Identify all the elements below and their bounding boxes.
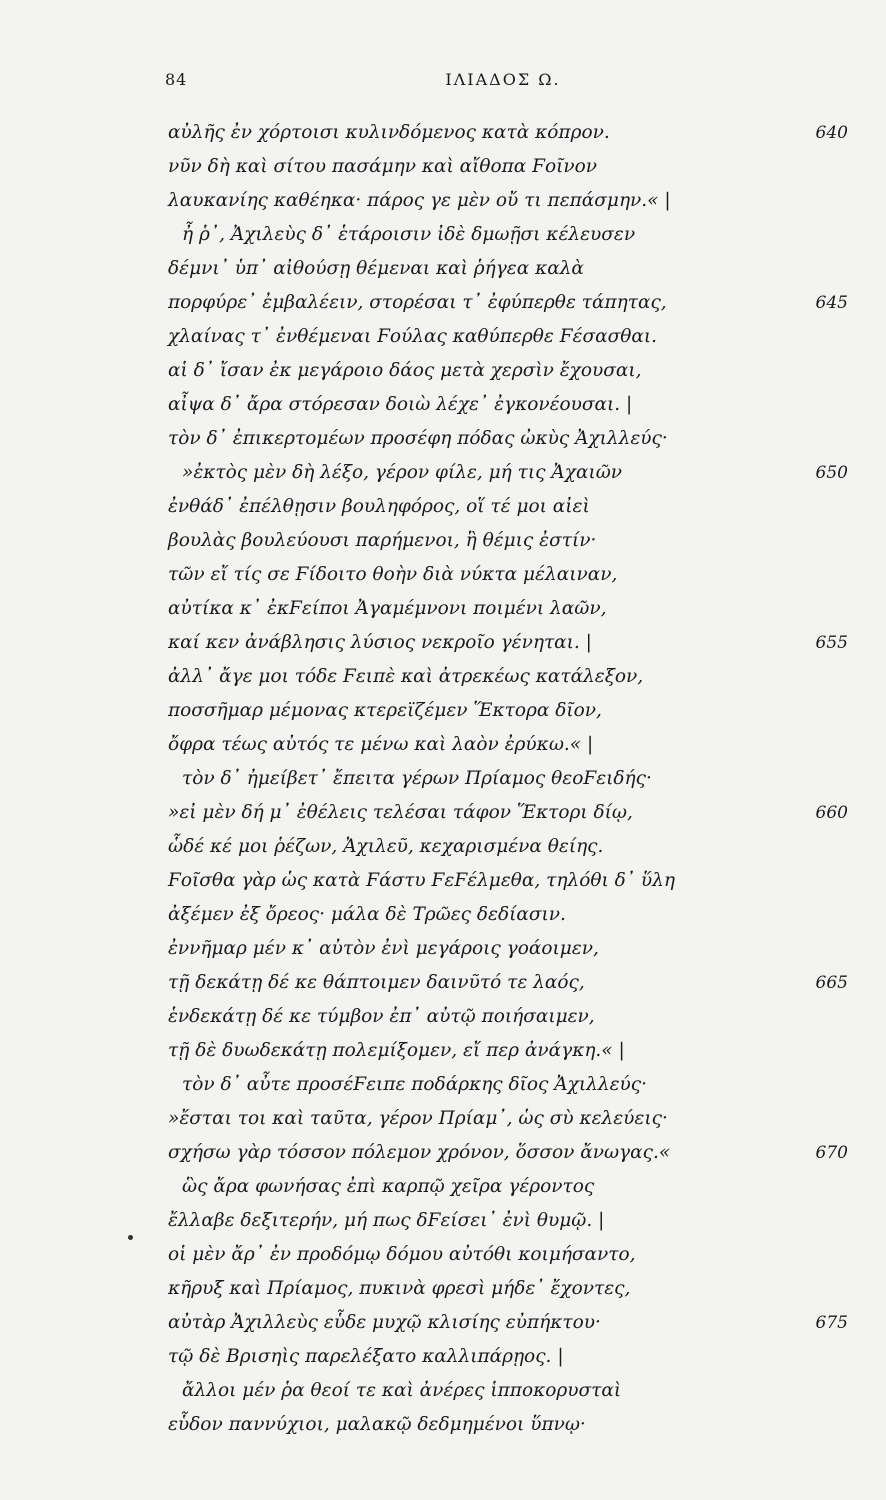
line-number: 655: [815, 633, 848, 653]
line-number: 660: [815, 803, 848, 823]
verse-line: [0, 1204, 886, 1238]
verse-line: [0, 184, 886, 218]
verse-line: [0, 524, 886, 558]
verse-text: ἀλλ᾽ ἄγε μοι τόδε Ϝειπὲ καὶ ἀτρεκέως κατάλεξον,: [168, 666, 644, 687]
verse-line: [0, 592, 886, 626]
verse-line: [0, 1340, 886, 1374]
verse-line: [0, 320, 886, 354]
verse-text: τῷ δὲ Βρισηὶς παρελέξατο καλλιπάρῃος. |: [168, 1346, 564, 1367]
page-number: 84: [165, 70, 188, 89]
verse-line: [0, 1374, 886, 1408]
verse-text: Ϝοῖσθα γὰρ ὡς κατὰ Ϝάστυ ϜεϜέλμεθα, τηλόθι δ᾽ ὕλη: [168, 870, 675, 891]
verse-line: [0, 1272, 886, 1306]
verse-line: [0, 1068, 886, 1102]
verse-text: οἱ μὲν ἄρ᾽ ἐν προδόμῳ δόμου αὐτόθι κοιμήσαντο,: [168, 1244, 636, 1265]
verse-text: ἐννῆμαρ μέν κ᾽ αὐτὸν ἐνὶ μεγάροις γοάοιμεν,: [168, 938, 599, 959]
verse-line: [0, 1000, 886, 1034]
verse-text: τὸν δ᾽ ἠμείβετ᾽ ἔπειτα γέρων Πρίαμος θεοϜειδής·: [182, 768, 652, 789]
verse-text: ἐνθάδ᾽ ἐπέλθῃσιν βουληφόρος, οἵ τέ μοι αἰεὶ: [168, 496, 590, 517]
verse-line: [0, 966, 886, 1000]
verse-line: [0, 932, 886, 966]
verse-line: [0, 898, 886, 932]
verse-text: αὐτὰρ Ἀχιλλεὺς εὗδε μυχῷ κλισίης εὐπήκτου·: [168, 1312, 601, 1333]
line-number: 670: [815, 1143, 848, 1163]
verse-line: [0, 218, 886, 252]
line-number: 665: [815, 973, 848, 993]
verse-line: [0, 796, 886, 830]
page-header: [165, 70, 841, 94]
verse-line: [0, 252, 886, 286]
verse-line: [0, 456, 886, 490]
verse-text: ἀξέμεν ἐξ ὄρεος· μάλα δὲ Τρῶες δεδίασιν.: [168, 904, 566, 925]
verse-line: [0, 286, 886, 320]
verse-text: λαυκανίης καθέηκα· πάρος γε μὲν οὔ τι πεπάσμην.« |: [168, 190, 671, 211]
verse-line: [0, 388, 886, 422]
verse-line: [0, 150, 886, 184]
verse-text: τῶν εἴ τίς σε Ϝίδοιτο θοὴν διὰ νύκτα μέλαιναν,: [168, 564, 618, 585]
verse-line: [0, 1408, 886, 1442]
line-number: 645: [815, 293, 848, 313]
verse-line: [0, 864, 886, 898]
verse-line: [0, 762, 886, 796]
verse-text: νῦν δὴ καὶ σίτου πασάμην καὶ αἴθοπα Ϝοῖνον: [168, 156, 598, 177]
verse-line: [0, 422, 886, 456]
verse-text: αὐτίκα κ᾽ ἐκϜείποι Ἀγαμέμνονι ποιμένι λαῶν,: [168, 598, 607, 619]
verse-text: αἶψα δ᾽ ἄρα στόρεσαν δοιὼ λέχε᾽ ἐγκονέουσαι. |: [168, 394, 633, 415]
verse-text: πορφύρε᾽ ἐμβαλέειν, στορέσαι τ᾽ ἐφύπερθε τάπητας,: [168, 292, 667, 313]
verse-text: ἑνδεκάτῃ δέ κε τύμβον ἐπ᾽ αὐτῷ ποιήσαιμεν,: [168, 1006, 595, 1027]
verse-text: τὸν δ᾽ αὖτε προσέϜειπε ποδάρκης δῖος Ἀχιλλεύς·: [182, 1074, 647, 1095]
verse-text: ποσσῆμαρ μέμονας κτερεϊζέμεν Ἕκτορα δῖον,: [168, 700, 602, 721]
verse-text: εὗδον παννύχιοι, μαλακῷ δεδμημένοι ὕπνῳ·: [168, 1414, 586, 1435]
verse-text: κῆρυξ καὶ Πρίαμος, πυκινὰ φρεσὶ μήδε᾽ ἔχοντες,: [168, 1278, 631, 1299]
verse-text: δέμνι᾽ ὑπ᾽ αἰθούσῃ θέμεναι καὶ ῥήγεα καλὰ: [168, 258, 584, 279]
verse-line: [0, 1170, 886, 1204]
verse-line: [0, 558, 886, 592]
verse-text: ὣς ἄρα φωνήσας ἐπὶ καρπῷ χεῖρα γέροντος: [182, 1176, 595, 1197]
verse-text: »εἰ μὲν δή μ᾽ ἐθέλεις τελέσαι τάφον Ἕκτορι δίῳ,: [168, 802, 633, 823]
verse-line: [0, 1306, 886, 1340]
verse-line: [0, 1034, 886, 1068]
verse-text: σχήσω γὰρ τόσσον πόλεμον χρόνον, ὅσσον ἄνωγας.«: [168, 1142, 671, 1163]
verse-block: [0, 116, 886, 1442]
verse-text: ὄφρα τέως αὐτός τε μένω καὶ λαὸν ἐρύκω.« |: [168, 734, 594, 755]
verse-line: [0, 694, 886, 728]
verse-text: τὸν δ᾽ ἐπικερτομέων προσέφη πόδας ὠκὺς Ἀχιλλεύς·: [168, 428, 668, 449]
verse-line: [0, 354, 886, 388]
verse-line: [0, 1238, 886, 1272]
verse-line: [0, 626, 886, 660]
verse-line: [0, 1102, 886, 1136]
verse-text: τῇ δεκάτῃ δέ κε θάπτοιμεν δαινῦτό τε λαός,: [168, 972, 585, 993]
verse-line: [0, 830, 886, 864]
verse-text: αὐλῆς ἐν χόρτοισι κυλινδόμενος κατὰ κόπρον.: [168, 122, 610, 143]
verse-text: τῇ δὲ δυωδεκάτῃ πολεμίξομεν, εἴ περ ἀνάγκη.« |: [168, 1040, 625, 1061]
print-speck: [128, 1235, 133, 1240]
verse-text: ὧδέ κέ μοι ῥέζων, Ἀχιλεῦ, κεχαρισμένα θείης.: [168, 836, 604, 857]
verse-text: ἦ ῥ᾽, Ἀχιλεὺς δ᾽ ἑτάροισιν ἰδὲ δμωῇσι κέλευσεν: [182, 224, 636, 245]
running-title: ΙΛΙΑΔΟΣ Ω.: [445, 70, 561, 89]
verse-text: χλαίνας τ᾽ ἐνθέμεναι Ϝούλας καθύπερθε Ϝέσασθαι.: [168, 326, 657, 347]
verse-text: αἱ δ᾽ ἴσαν ἐκ μεγάροιο δάος μετὰ χερσὶν ἔχουσαι,: [168, 360, 642, 381]
line-number: 650: [815, 463, 848, 483]
verse-text: βουλὰς βουλεύουσι παρήμενοι, ἣ θέμις ἐστίν·: [168, 530, 597, 551]
verse-text: ἔλλαβε δεξιτερήν, μή πως δϜείσει᾽ ἐνὶ θυμῷ. |: [168, 1210, 605, 1231]
verse-text: »ἔσται τοι καὶ ταῦτα, γέρον Πρίαμ᾽, ὡς σὺ κελεύεις·: [168, 1108, 668, 1129]
verse-text: »ἐκτὸς μὲν δὴ λέξο, γέρον φίλε, μή τις Ἀχαιῶν: [182, 462, 623, 483]
line-number: 640: [815, 123, 848, 143]
verse-line: [0, 728, 886, 762]
verse-text: καί κεν ἀνάβλησις λύσιος νεκροῖο γένηται. |: [168, 632, 592, 653]
line-number: 675: [815, 1313, 848, 1333]
verse-line: [0, 660, 886, 694]
verse-text: ἄλλοι μέν ῥα θεοί τε καὶ ἀνέρες ἱπποκορυσταὶ: [182, 1380, 622, 1401]
verse-line: [0, 116, 886, 150]
verse-line: [0, 490, 886, 524]
verse-line: [0, 1136, 886, 1170]
